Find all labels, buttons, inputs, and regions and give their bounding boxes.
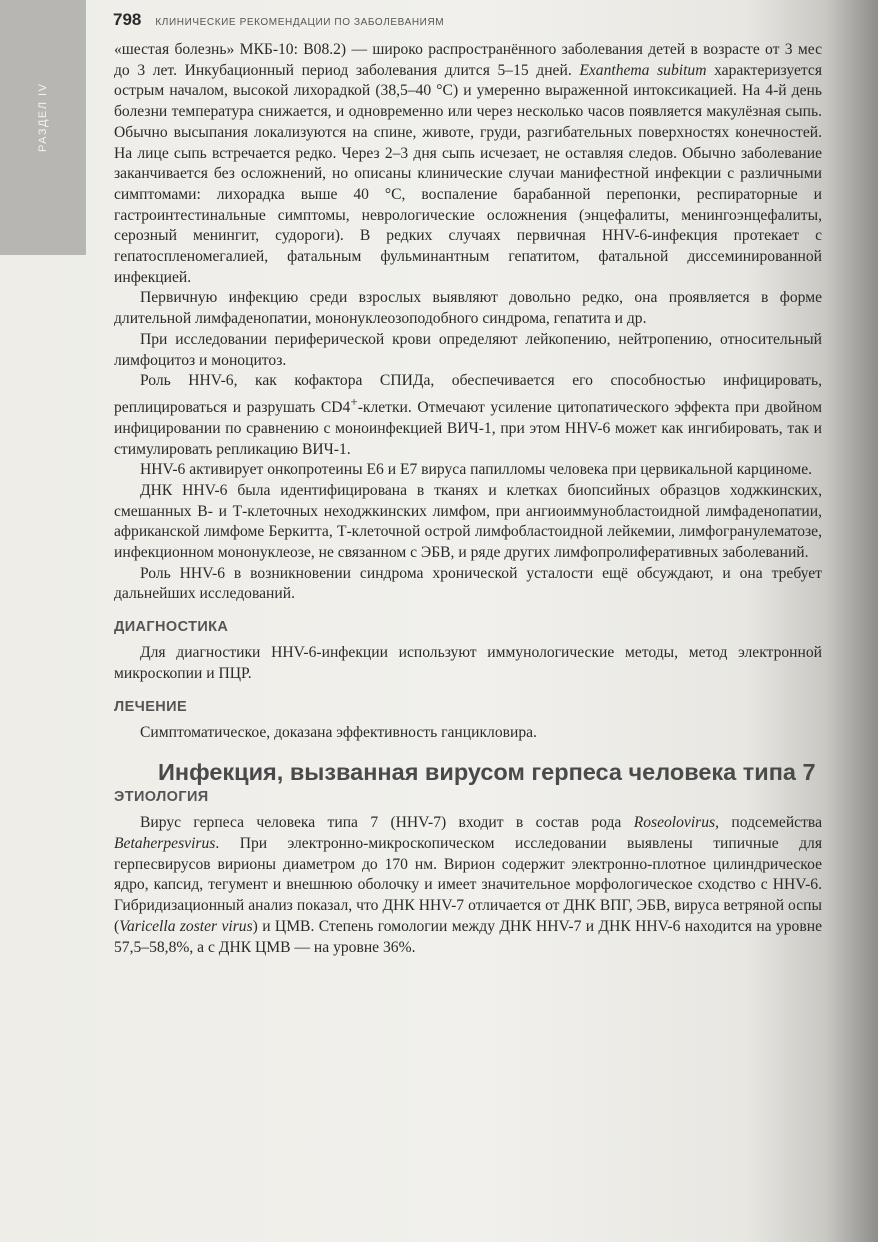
paragraph-lymphomas: ДНК HHV-6 была идентифицирована в тканях и клетках биопсийных образцов ходжкинских, смешанных В- и Т-клеточных неходжкинских лимфом, при ангиоиммунобластоидной лимфаденопатии, африканской лимфоме Беркитта, Т-клеточной острой лимфобластоидной лейкемии, лимфогранулематозе, инфекционном мононуклеозе, не связанном с ЭБВ, и ряде других лимфопролиферативных заболеваний. (114, 481, 822, 562)
running-head (113, 10, 444, 32)
latin-term: Exanthema subitum (579, 61, 707, 79)
chapter-title-hhv7: Инфекция, вызванная вирусом герпеса человека типа 7 (158, 759, 816, 786)
latin-subfamily: Betaherpesvirus (114, 834, 216, 852)
body-text (114, 40, 822, 958)
paragraph-text: . При электронно-микроскопическом исследовании выявлены типичные для герпесвирусов вирионы диаметром до 170 нм. Вирион содержит электронно-плотное цилиндрическое ядро, капсид, тегумент и внешнюю оболочку и имеет значительное морфологическое сходство с HHV-6. Гибридизационный анализ показал, что ДНК HHV-7 отличается от ДНК ВПГ, ЭБВ, вируса ветряной оспы ( (114, 834, 822, 935)
paragraph-text: характеризуется острым началом, высокой лихорадкой (38,5–40 °С) и умеренно выраженной интоксикацией. На 4-й день болезни температура снижается, и одновременно или через несколько часов появляется макулёзная сыпь. Обычно высыпания локализуются на спине, животе, груди, разгибательных поверхностях конечностей. На лице сыпь встречается редко. Через 2–3 дня сыпь исчезает, не оставляя следов. Обычно заболевание заканчивается без осложнений, но описаны клинические случаи манифестной инфекции с различными симптомами: лихорадка выше 40 °С, воспаление барабанной перепонки, респираторные и гастроинтестинальные симптомы, неврологические осложнения (энцефалиты, менингоэнцефалиты, серозный менингит, судороги). В редких случаях первичная HHV-6-инфекция протекает с гепатоспленомегалией, фатальным фульминантным гепатитом, фатальной диссеминированной инфекцией. (114, 61, 822, 286)
paragraph-oncoproteins: HHV-6 активирует онкопротеины Е6 и Е7 вируса папилломы человека при цервикальной карциноме. (140, 461, 813, 479)
paragraph-text: ) и ЦМВ. Степень гомологии между ДНК HHV-7 и ДНК HHV-6 находится на уровне 57,5–58,8%, а с ДНК ЦМВ — на уровне 36%. (114, 917, 822, 956)
section-side-tab-label: РАЗДЕЛ IV (37, 82, 49, 152)
paragraph-text: -клетки. Отмечают усиление цитопатического эффекта при двойном инфицировании по сравнению с моноинфекцией ВИЧ-1, при этом HHV-6 может как ингибировать, так и стимулировать репликацию ВИЧ-1. (114, 399, 823, 458)
heading-diagnostics: ДИАГНОСТИКА (114, 619, 229, 636)
paragraph-aids (114, 371, 822, 460)
paragraph-diagnostics: Для диагностики HHV-6-инфекции используют иммунологические методы, метод электронной микроскопии и ПЦР. (114, 644, 822, 682)
paragraph-text: «шестая болезнь» МКБ-10: В08.2) — широко распространённого заболевания детей в возрасте от 3 мес до 3 лет. Инкубационный период заболевания длится 5–15 дней. (114, 41, 822, 79)
paragraph-exanthema (114, 40, 822, 288)
page-number: 798 (113, 10, 142, 29)
paragraph-hhv7-etiology (114, 813, 822, 958)
paragraph-text: Вирус герпеса человека типа 7 (HHV-7) входит в состав рода (140, 814, 634, 832)
paragraph-fatigue: Роль HHV-6 в возникновении синдрома хронической усталости ещё обсуждают, и она требует дальнейших исследований. (114, 564, 822, 603)
latin-genus: Roseolovirus (633, 814, 716, 832)
paragraph-text: Роль HHV-6, как кофактора СПИДа, обеспечивается его способностью инфицировать, реплицироваться и разрушать CD4 (114, 372, 822, 417)
section-side-tab (0, 0, 86, 255)
paragraph-blood: При исследовании периферической крови определяют лейкопению, нейтропению, относительный лимфоцитоз и моноцитоз. (114, 330, 822, 369)
heading-etiology: ЭТИОЛОГИЯ (114, 789, 209, 806)
paragraph-adults: Первичную инфекцию среди взрослых выявляют довольно редко, она проявляется в форме длительной лимфаденопатии, мононуклеозоподобного синдрома, гепатита и др. (114, 289, 822, 328)
paragraph-treatment: Симптоматическое, доказана эффективность ганцикловира. (140, 723, 537, 741)
superscript: + (350, 393, 358, 409)
latin-virus-name: Varicella zoster virus (119, 917, 253, 935)
paragraph-text: , подсемейства (715, 814, 822, 832)
running-title: КЛИНИЧЕСКИЕ РЕКОМЕНДАЦИИ ПО ЗАБОЛЕВАНИЯМ (155, 17, 445, 28)
heading-treatment: ЛЕЧЕНИЕ (114, 698, 188, 715)
